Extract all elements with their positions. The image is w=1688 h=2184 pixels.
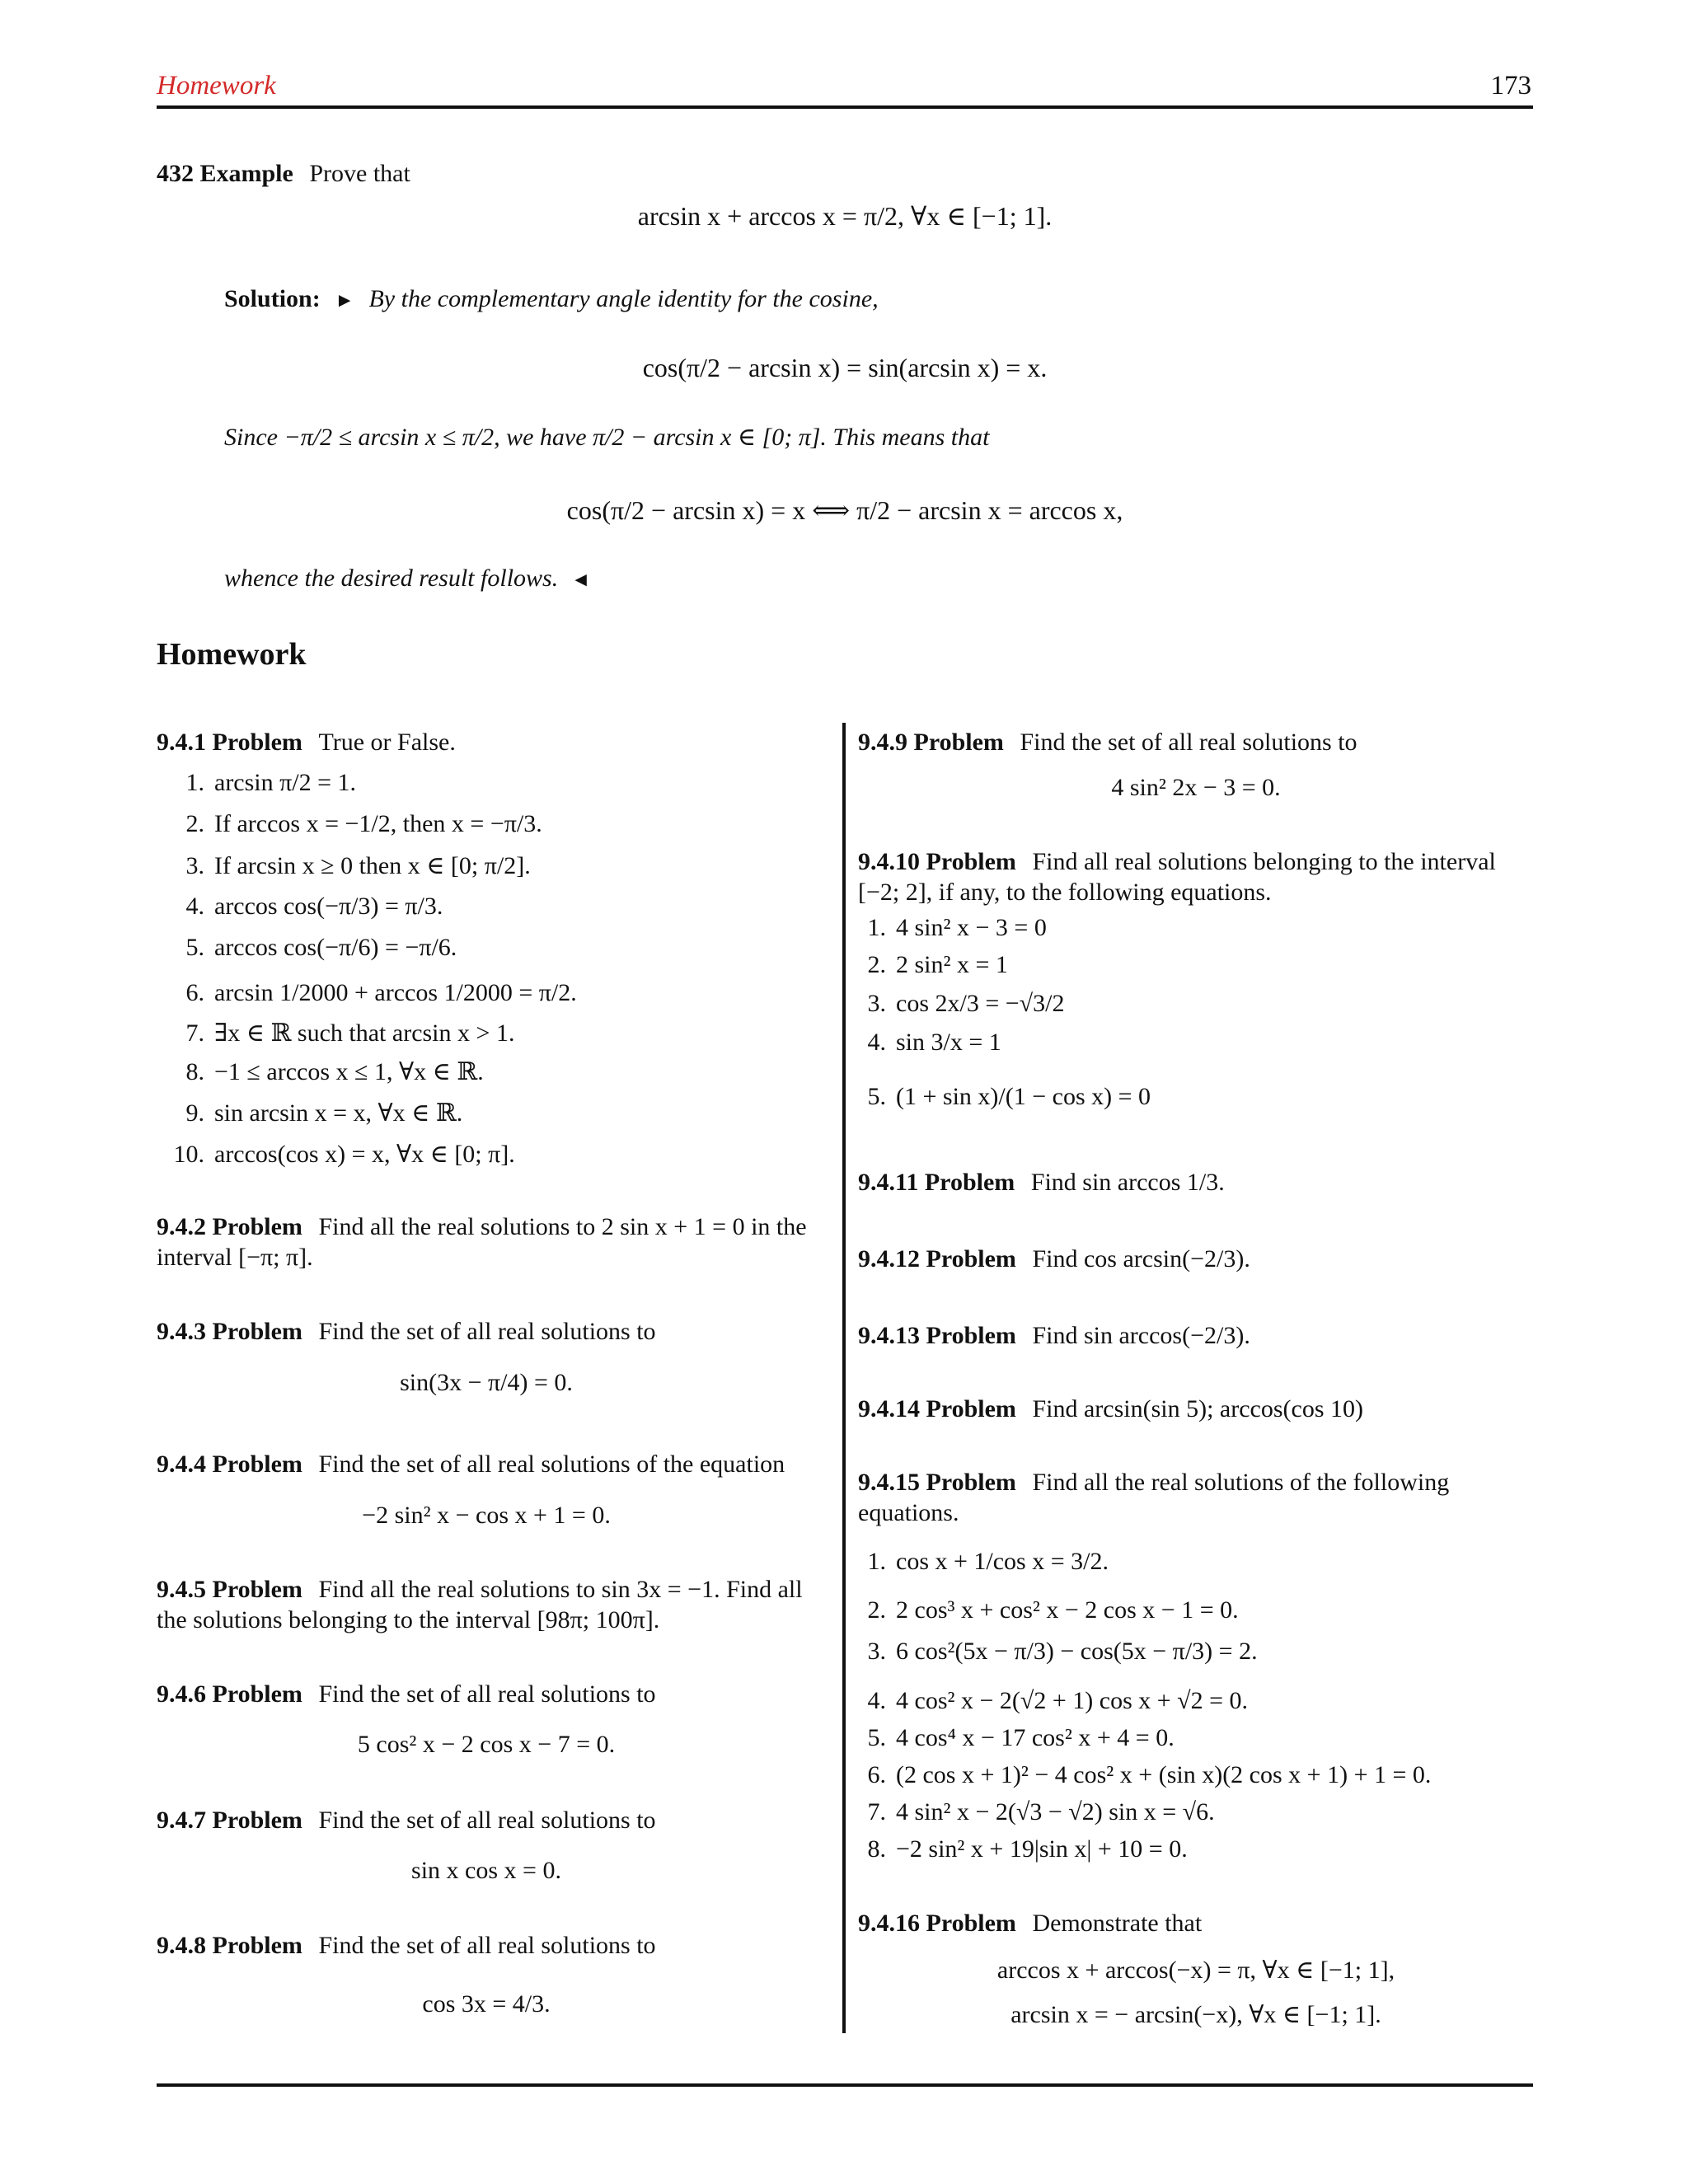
section-title-homework: Homework [157, 637, 307, 672]
problem-9-4-1 [157, 729, 456, 757]
example-statement: arcsin x + arccos x = π/2, ∀x ∈ [−1; 1]. [637, 201, 1053, 231]
example-heading [157, 160, 410, 188]
running-header-title: Homework [157, 71, 276, 101]
problem-label: 9.4.11 Problem [858, 1169, 1015, 1196]
problem-text: Find sin arccos 1/3. [1030, 1169, 1225, 1196]
problem-text: Find the set of all real solutions to [1020, 729, 1357, 756]
example-label: 432 Example [157, 160, 293, 187]
list-item: 1. arcsin π/2 = 1. [185, 769, 357, 796]
problem-label: 9.4.13 Problem [858, 1322, 1016, 1349]
problem-9-4-12 [858, 1245, 1250, 1273]
problem-equation: arcsin x = − arcsin(−x), ∀x ∈ [−1; 1]. [1010, 2001, 1381, 2028]
problem-label: 9.4.14 Problem [858, 1395, 1016, 1422]
problem-label: 9.4.9 Problem [858, 729, 1004, 756]
problem-equation: sin(3x − π/4) = 0. [400, 1369, 573, 1396]
problem-text: Find cos arcsin(−2/3). [1032, 1245, 1250, 1272]
list-item: 5. arccos cos(−π/6) = −π/6. [185, 934, 457, 961]
problem-text: Find the set of all real solutions to [318, 1318, 656, 1345]
list-item: 8. −2 sin² x + 19|sin x| + 10 = 0. [867, 1835, 1188, 1863]
problem-text: True or False. [318, 729, 456, 756]
problem-9-4-6 [157, 1680, 656, 1708]
problem-9-4-13 [858, 1322, 1250, 1350]
list-item: 6. arcsin 1/2000 + arccos 1/2000 = π/2. [185, 979, 577, 1006]
list-item: 7. ∃x ∈ ℝ such that arcsin x > 1. [185, 1019, 515, 1047]
solution-line [224, 285, 879, 313]
problem-text: Demonstrate that [1032, 1910, 1203, 1937]
problem-9-4-3 [157, 1318, 656, 1346]
list-item: 4. sin 3/x = 1 [867, 1029, 1001, 1056]
problem-text: Find the set of all real solutions of the equation [318, 1451, 785, 1478]
list-item: 10. arccos(cos x) = x, ∀x ∈ [0; π]. [173, 1141, 515, 1168]
problem-label: 9.4.7 Problem [157, 1807, 302, 1834]
problem-equation: cos 3x = 4/3. [422, 1990, 551, 2018]
problem-label: 9.4.16 Problem [858, 1910, 1016, 1937]
problem-label: 9.4.5 Problem [157, 1576, 302, 1603]
list-item: 5. (1 + sin x)/(1 − cos x) = 0 [867, 1083, 1151, 1110]
problem-text: Find sin arccos(−2/3). [1032, 1322, 1250, 1349]
problem-text: Find the set of all real solutions to [318, 1680, 656, 1708]
solution-open-marker: ► [335, 290, 354, 312]
problem-9-4-4 [157, 1451, 785, 1479]
list-item: 1. 4 sin² x − 3 = 0 [867, 914, 1047, 941]
list-item: 3. cos 2x/3 = −√3/2 [867, 990, 1065, 1017]
problem-text: Find the set of all real solutions to [318, 1932, 656, 1959]
problem-text-continued: interval [−π; π]. [157, 1244, 313, 1271]
problem-9-4-2 [157, 1213, 807, 1241]
list-item: 8. −1 ≤ arccos x ≤ 1, ∀x ∈ ℝ. [185, 1058, 484, 1085]
problem-text: Find the set of all real solutions to [318, 1807, 656, 1834]
problem-9-4-11 [858, 1169, 1225, 1197]
solution-closing [224, 565, 591, 593]
list-item: 6. (2 cos x + 1)² − 4 cos² x + (sin x)(2 cos x + 1) + 1 = 0. [867, 1761, 1432, 1788]
problem-text-continued: equations. [858, 1499, 959, 1526]
problem-9-4-16 [858, 1910, 1202, 1938]
problem-label: 9.4.1 Problem [157, 729, 302, 756]
problem-text: Find all the real solutions to sin 3x = −1. Find all [318, 1576, 803, 1603]
list-item: 7. 4 sin² x − 2(√3 − √2) sin x = √6. [867, 1798, 1215, 1825]
list-item: 3. 6 cos²(5x − π/3) − cos(5x − π/3) = 2. [867, 1638, 1258, 1665]
list-item: 4. 4 cos² x − 2(√2 + 1) cos x + √2 = 0. [867, 1687, 1249, 1714]
problem-text: Find arcsin(sin 5); arccos(cos 10) [1032, 1395, 1363, 1422]
problem-label: 9.4.15 Problem [858, 1469, 1016, 1496]
problem-equation: −2 sin² x − cos x + 1 = 0. [362, 1502, 611, 1529]
problem-9-4-5 [157, 1576, 803, 1604]
solution-close-marker: ◄ [570, 569, 591, 591]
problem-equation: sin x cos x = 0. [411, 1857, 561, 1884]
problem-equation: 5 cos² x − 2 cos x − 7 = 0. [357, 1731, 616, 1758]
list-item: 3. If arcsin x ≥ 0 then x ∈ [0; π/2]. [185, 852, 531, 879]
page-number: 173 [1490, 71, 1531, 101]
problem-label: 9.4.10 Problem [858, 848, 1016, 875]
problem-text: Find all the real solutions to 2 sin x + 1 = 0 in the [318, 1213, 807, 1240]
problem-text: Find all real solutions belonging to the interval [1032, 848, 1496, 875]
list-item: 2. If arccos x = −1/2, then x = −π/3. [185, 810, 542, 837]
list-item: 9. sin arcsin x = x, ∀x ∈ ℝ. [185, 1099, 463, 1127]
problem-text: Find all the real solutions of the following [1032, 1469, 1450, 1496]
problem-9-4-15 [858, 1469, 1449, 1497]
problem-label: 9.4.3 Problem [157, 1318, 302, 1345]
example-intro: Prove that [309, 160, 410, 187]
solution-sentence-2: Since −π/2 ≤ arcsin x ≤ π/2, we have π/2 − arcsin x ∈ [0; π]. This means that [224, 424, 990, 451]
list-item: 1. cos x + 1/cos x = 3/2. [867, 1548, 1109, 1575]
list-item: 4. arccos cos(−π/3) = π/3. [185, 893, 443, 920]
footer-rule [157, 2083, 1533, 2087]
list-item: 2. 2 cos³ x + cos² x − 2 cos x − 1 = 0. [867, 1596, 1239, 1624]
problem-text-continued: the solutions belonging to the interval [98π; 100π]. [157, 1606, 660, 1633]
problem-text-continued: [−2; 2], if any, to the following equations. [858, 879, 1272, 906]
list-item: 2. 2 sin² x = 1 [867, 951, 1008, 978]
solution-equation-1: cos(π/2 − arcsin x) = sin(arcsin x) = x. [642, 353, 1048, 382]
solution-equation-2: cos(π/2 − arcsin x) = x ⟺ π/2 − arcsin x = arccos x, [566, 495, 1123, 525]
problem-equation: arccos x + arccos(−x) = π, ∀x ∈ [−1; 1], [996, 1957, 1395, 1984]
problem-label: 9.4.8 Problem [157, 1932, 302, 1959]
solution-sentence-1: By the complementary angle identity for the cosine, [368, 285, 879, 312]
solution-sentence-3: whence the desired result follows. [224, 565, 559, 592]
problem-label: 9.4.4 Problem [157, 1451, 302, 1478]
problem-label: 9.4.2 Problem [157, 1213, 302, 1240]
list-item: 5. 4 cos⁴ x − 17 cos² x + 4 = 0. [867, 1724, 1175, 1751]
problem-9-4-9 [858, 729, 1357, 757]
problem-9-4-10 [858, 848, 1496, 876]
problem-label: 9.4.6 Problem [157, 1680, 302, 1708]
problem-9-4-7 [157, 1807, 656, 1835]
header-rule [157, 105, 1533, 109]
problem-label: 9.4.12 Problem [858, 1245, 1016, 1272]
problem-9-4-14 [858, 1395, 1363, 1423]
solution-label: Solution: [224, 285, 321, 312]
problem-9-4-8 [157, 1932, 656, 1960]
problem-equation: 4 sin² 2x − 3 = 0. [1111, 774, 1281, 801]
